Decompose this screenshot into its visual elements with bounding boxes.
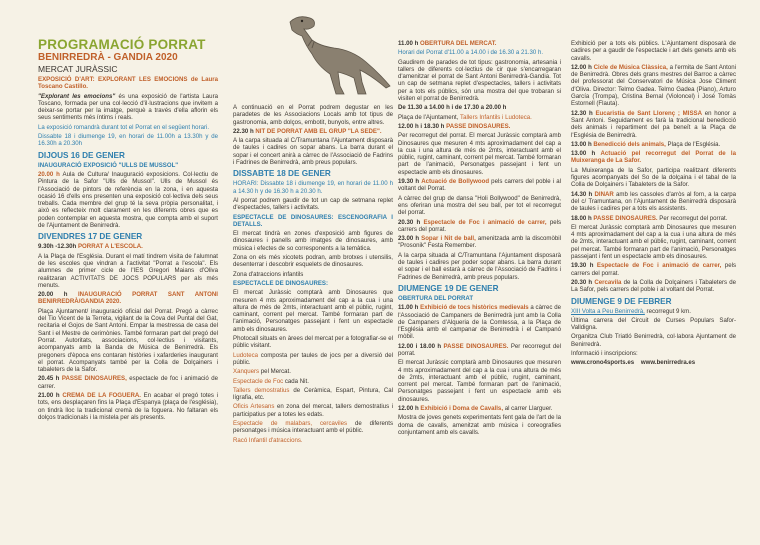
col3-workshops [398, 114, 561, 121]
saturday-subheading-2: ESPECTACLE DE DINOSAURES: [233, 279, 329, 287]
col4-event-3 [571, 141, 736, 148]
col4-title-8: Cercavila [594, 278, 622, 286]
race-circuit: Última carrera del Circuit de Curses Populars Safor-Valldigna. [571, 316, 736, 332]
saturday-item-xanquers [233, 368, 393, 375]
col3-time-4: 20.30 h [398, 218, 421, 226]
col3-desc-8: al carrer Llarguer. [503, 405, 553, 413]
race-organizer: Organitza Club Triatló Benirredrà, col·labora Ajuntament de Benirredrà. [571, 333, 736, 348]
col4-time-4: 13.00 h [571, 150, 596, 158]
col4-event-7 [571, 262, 736, 277]
expo-heading: EXPOSICIÓ D'ART: EXPLORANT LES EMOCIONS de Laura Toscano Castillo. [38, 76, 218, 91]
col3-text-2: Per recorregut del porrat. El mercat Juràssic comptarà amb Dinosaures que mesuren 4 mts aproximadament del cap a la cua i una altura de més de 2mts, interactuant amb el públic, rugint, caminant, corrent pel mercat. També formaran part de l'animació, Personatges passejant i fent un espectacle amb els dinosaures. [398, 132, 561, 176]
saturday-item-oficis [233, 403, 393, 418]
expo-hours: Dissabte 18 i diumenge 19, en horari de 11.00h a 13.30h y de 16.30h a 20.30h [38, 133, 218, 148]
program-theme: MERCAT JURÀSSIC [38, 64, 118, 74]
col4-desc-5: amb les cassoles d'arròs al forn, a la carpa del c/ Tramuntana, on l'Ajuntament de Benirredrà disposarà de taules i cadires per a tots els assistents. [571, 190, 736, 213]
col4-event-1 [571, 64, 736, 108]
col2-time-1: 22.30 h [233, 127, 254, 135]
xanquers-label: Xanquers [233, 368, 260, 376]
friday-event-1 [38, 243, 218, 250]
col4-text-1: Exhibició per a tots els públics. L'Ajuntament disposarà de cadires per a gaudir de l'espectacle i art dels genets amb els cavalls. [571, 40, 736, 62]
col4-desc-3: Plaça de l'Església. [665, 140, 721, 148]
dinosaur-illustration [282, 10, 392, 98]
col3-title-8: Exhibició i Doma de Cavalls, [420, 405, 504, 413]
race-name: XIII Volta a Peu Benirredrà, [571, 307, 645, 315]
friday-time-2: 20.00 h [38, 291, 68, 299]
saturday-item-ludoteca [233, 352, 393, 367]
expo-paragraph [38, 93, 218, 122]
col4-event-6 [571, 215, 736, 222]
col3-desc-5: amenitzada amb la discomòbil "Prosonik" Festa Remember. [398, 235, 561, 250]
col4-desc-8: de la Colla de Dolçainers i Tabaleters de La Safor, pels carrers del poble i al voltant del Porrat. [571, 278, 736, 294]
col3-text-3: A càrrec del grup de dansa "Holi Bollywood" de Benirredrà, ens oferiran una mostra del seu ball, per tot el recorregut del porrat. [398, 194, 561, 217]
col3-text-8: Mostra de joves genets experimentats fent gala de l'art de la doma de cavalls, amenitzat amb música i coreografies conjuntament amb els cavalls. [398, 414, 561, 436]
saturday-text-5: El mercat Juràssic comptarà amb Dinosaures que mesuren 4 mts aproximadament del cap a la cua i una altura de més de 2mts, interactuant amb el públic, rugint, caminant, corrent pel mercat. També formaran part de l'animació, Personatges passejant i fent un espectacle amb els dinosaures. [233, 289, 393, 333]
col3-time-6: 11.00 h [398, 304, 419, 312]
malabars-desc: de diferents personatges i música interactuant amb el públic. [233, 419, 393, 435]
col3-desc-6: a càrrec de l'Associació de Campaners de Benirredrà junt amb la Colla de Campaners d'Alqueria de la Comtessa, a la Plaça de l'Església amb el campanar de Benirredrà i el Campanó mòbil. [398, 304, 561, 341]
saturday-item-foc [233, 378, 393, 385]
sunday-subheading: OBERTURA DEL PORRAT [398, 294, 474, 302]
col3-time-5: 23.00 h [398, 235, 420, 243]
col4-desc-6: Per recorregut del porrat. [657, 214, 728, 222]
col3-event-4 [398, 219, 561, 234]
friday-desc-3: espectacle de foc i animació de carrer. [38, 375, 218, 390]
col2-title-1: NIT DE PORRAT AMB EL GRUP "LA SEDE". [255, 127, 382, 135]
program-subtitle: BENIRREDRÀ - GANDIA 2020 [38, 52, 178, 63]
col3-text-5: A la carpa situada al C/Tramuntana l'Ajuntament disposarà de taules i cadires per poder sopar abans. La barra durant el sopar i el ball estarà a càrrec de l'Associació de Fadrins i Fadrines de Benirredrà, amb preus populars. [398, 251, 561, 281]
col3-title-5: Sopar i Nit de ball, [421, 235, 476, 243]
col4-time-2: 12.30 h [571, 109, 593, 117]
thursday-paragraph [38, 171, 218, 229]
friday-event-2 [38, 291, 218, 306]
day-heading-thursday: DIJOUS 16 DE GENER [38, 150, 125, 160]
col4-desc-2: en honor a Sant Antoni. Seguidament es farà la tradicional benedicció dels animals i repartiment del pa beneït a la Plaça de l'Església de Benirredrà. [571, 109, 736, 139]
col4-time-3: 13.00 h [571, 140, 592, 148]
col3-title-4: Espectacle de Foc i animació de carrer, [423, 218, 547, 226]
col4-desc-7: pels carrers del porrat. [571, 262, 736, 277]
race-links [571, 359, 736, 366]
friday-title-2: INAUGURACIÓ PORRAT SANT ANTONI BENIRREDRÀ/GANDIA 2020. [38, 291, 218, 306]
day-heading-friday: DIVENDRES 17 DE GENER [38, 232, 143, 242]
friday-text-2: Plaça Ajuntament/ inauguració oficial del Porrat. Pregó a càrrec del Tio Vicent de la Terreta, vigilant de la Cova del Puntal del Gat, recitaria el Gojos de Sant Antoni. Empar la mestressa de casa del Sant i el Mestre de cerimònies. També formaran part del pregó del Porrat. Autoritats, associacions, col·lectius i visitants, acompanyats amb la Banda de Música de Benirredrà. Els pregoners d'època ens contaran històries i xafarderies inaugurant el porrat. Acompanyats també per la Colla de Dolçainers i tabaleters de la Safor. [38, 307, 218, 374]
col3-time-8: 12.00 h [398, 405, 419, 413]
column-3 [398, 40, 561, 438]
col4-time-8: 20.30 h [571, 278, 593, 286]
race-title [571, 308, 736, 315]
race-link-benirredra[interactable]: www.benirredra.es [640, 359, 696, 367]
friday-desc-4: En acabar el pregó totes i tots, ens desplaçaren fins la Plaça d'Espanya (plaça de l'església), on tindrà lloc la tradicional cremà de la foguera. No faltaran els dolços tradicionals i la mistela per als presents. [38, 391, 218, 421]
ludoteca-label: Ludoteca [233, 351, 259, 359]
col4-time-5: 14.30 h [571, 190, 593, 198]
col3-time-3: 19.30 h [398, 178, 420, 186]
col3-title-7: PASSE DINOSAURES. [443, 342, 509, 350]
col3-event-1 [398, 40, 561, 47]
tallers-label: Tallers demostratius [233, 386, 290, 394]
foc-desc: cada Nit. [283, 377, 309, 385]
col4-title-1: Cicle de Música Clàssica, [593, 63, 668, 71]
col3-hours: Horari del Porrat d'11.00 a 14.00 i de 16.30 a 21.30 h. [398, 49, 544, 57]
thursday-time: 20.00 h [38, 170, 60, 178]
friday-title-3: PASSE DINOSAURES, [61, 375, 127, 383]
col3-event-7 [398, 343, 561, 358]
col3-event-6 [398, 304, 561, 340]
col3-workshops-title: Tallers Infantils i Ludoteca. [458, 113, 532, 121]
thursday-text: Aula de Cultura/ Inauguració exposicions. Col·lectiu de Pintura de la Safor "Ulls de Mussol". Ulls de Mussol és l'Associació de pintors de referència en la zona, i en aquesta ocasió 16 d'ells ens presenten una exposició col·lectiva dels seus treballs. Cada membre del grup té la seva pròpia personalitat, i això es reflecteix molt clarament en les diferents obres que es poden contemplar en aquesta mostra, que compta amb el suport de l'Ajuntament de Benirredrà. [38, 170, 218, 230]
col2-text-1: A la carpa situada al C/Tramuntana l'Ajuntament disposarà de taules i cadires on sopar abans. La barra durant el sopar i el concert anirà a càrrec de l'Associació de Fadrins i Fadrines de Benirredrà, amb preus populars. [233, 137, 393, 167]
expo-quote: "Explorant les emocions" [38, 92, 116, 100]
col4-title-3: Benedicció dels animals, [593, 140, 666, 148]
col3-time-1: 11.00 h [398, 40, 419, 47]
col3-text-1: Gaudirem de parades de tot tipus: gastronomia, artesania i tallers de diferents col·lectius de cir que s'encarregaran d'amenitzar el porrat de Sant Antoni Benirredrà-Gandia. Tot un cap de setmana replet d'espectacles, tallers i activitats per a tots els públics, són una mostra del que trobaran si visiten el porrat de Benirredrà. [398, 58, 561, 103]
col4-title-2: Eucaristia de Sant Llorenç ; MISSA [595, 109, 702, 117]
saturday-text-6: Photocall situats en àrees del mercat per a fotografiar-se el públic visitant. [233, 335, 393, 350]
thursday-subheading: INAUGURACIÓ EXPOSICIÓ "ULLS DE MUSSOL" [38, 161, 179, 169]
col3-desc-3: pels carrers del poble i al voltant del Porrat. [398, 178, 561, 193]
race-info: Informació i inscripcions: [571, 349, 638, 357]
oficis-label: Oficis Artesans [233, 403, 275, 411]
friday-title-4: CREMA DE LA FOGUERA. [62, 391, 141, 399]
col2-event-1 [233, 128, 393, 135]
col4-event-2 [571, 110, 736, 139]
col3-title-6: Exhibició de tocs històrics medievals [420, 304, 529, 312]
expo-note: La exposició romandrà durant tot el Porrat en el següent horari. [38, 123, 210, 131]
column-2 [233, 104, 393, 446]
col3-event-3 [398, 178, 561, 193]
col4-time-6: 18.00 h [571, 214, 592, 222]
column-1 [38, 38, 218, 423]
friday-title-1: PORRAT A L'ESCOLA. [77, 243, 143, 251]
xanquers-desc: pel Mercat. [259, 368, 291, 376]
col3-desc-4: pels carrers del porrat. [398, 218, 561, 233]
col4-time-7: 19.30 h [571, 262, 594, 270]
col4-event-8 [571, 279, 736, 294]
friday-time-1: 9.30h -12.30h [38, 243, 77, 251]
col3-event-8 [398, 405, 561, 412]
col3-event-5 [398, 235, 561, 250]
col2-intro: A continuació en el Porrat podrem degustar en les paradetes de les Associacions Locals amb tot tipus de gastronomia, amb dolços, embotit, bunyols, entre altres. [233, 104, 393, 126]
col4-event-4 [571, 150, 736, 165]
col3-hours-2: De 11.30 a 14.00 h i de 17.30 a 20.00 h [398, 104, 507, 112]
saturday-text-2: El mercat tindrà en zones d'exposició amb figures de dinosaures i panells amb imatges de dinosaures, amb música i efectes de so corresponents a la temàtica. [233, 230, 393, 252]
col3-title-3: Actuació de Bollywood [421, 178, 490, 186]
col3-time-2: 12.00 h i 18.30 h [398, 122, 445, 130]
col4-desc-1: a l'ermita de Sant Antoni de Benirredrà. Obres dels grans mestres del Barroc a càrrec del professorat del Conservatori de Música Jose Climent d'Oliva. Director: Telmo Gadea. Telmo Gadea (Piano), Arturo García (Trompa), Cristina Bernal (Violoncel) i José Tomàs Estornell (Flauta). [571, 63, 737, 108]
saturday-item-tallers [233, 387, 393, 402]
malabars-label: Espectacle de malabars, cercaviles [233, 419, 348, 427]
column-4 [571, 40, 736, 369]
saturday-text-1: Al porrat podrem gaudir de tot un cap de setmana replet d'espectacles, tallers i activitats. [233, 196, 393, 212]
race-link-crono4sports[interactable]: www.crono4sports.es [571, 359, 635, 367]
friday-text-1: A la Plaça de l'Església. Durant el matí tindrem visita de l'alumnat de les escoles que vindran a l'activitat "Porrat a l'escola". Els alumnes de primer cicle de l'IES Gregori Maians d'Oliva realitzaran ACTIVITATS DE JOCS POPULARS per als més menuts. [38, 252, 218, 289]
col3-time-7: 12.00 i 18.00 h [398, 342, 442, 350]
col4-title-5: DINAR [594, 190, 614, 198]
tallers-desc: de Ceràmica, Espart, Pintura, Cal lígrafia, etc. [233, 386, 394, 402]
col4-text-4: La Muixeranga de la Safor, participa realitzant diferents figures acompanyats del So de la dolçaina i el tabal de la Colla de Dolçainers i Tabaleters de la Safor. [571, 166, 736, 189]
saturday-item-raco: Racó Infantil d'atraccions. [233, 436, 303, 444]
oficis-desc: en zona del mercat, tallers demostratius i participatius per a totes les edats. [233, 403, 393, 418]
race-distance: recorregut 9 km. [644, 307, 691, 315]
friday-event-3 [38, 375, 218, 390]
expo-text: és una exposició de l'artista Laura Toscano, formada per una col·lecció d'il·lustracions que invitem a deixar-se portar per la imatge, perquè a través d'ella aflorin els seus sentiments més íntims i reals. [38, 92, 218, 122]
day-heading-saturday: DISSABTE 18 DE GENER [233, 169, 331, 179]
col4-title-4: Actuació pel recorregut del Porrat de la Muixeranga de La Safor. [571, 150, 736, 165]
col3-event-2 [398, 123, 561, 130]
saturday-text-4: Zona d'atraccions infantils [233, 270, 304, 278]
friday-time-4: 21.00 h [38, 391, 60, 399]
col4-title-7: Espectacle de Foc i animació de carrer, [596, 262, 722, 270]
friday-time-3: 20.45 h [38, 375, 60, 383]
foc-label: Espectacle de Foc [233, 377, 284, 385]
col3-desc-7: Per recorregut del porrat. [398, 342, 561, 357]
friday-event-4 [38, 392, 218, 421]
col3-text-7: El mercat Juràssic comptarà amb Dinosaures que mesuren 4 mts aproximadament del cap a la cua i una altura de més de 2mts, interactuant amb el públic, rugint, caminant, corrent pel mercat. També formaran part de l'animació, Personatges passejant i fent un espectacle amb els dinosaures. [398, 359, 561, 403]
saturday-hours: HORARI: Dissabte 18 i diumenge 19, en horari de 11.00 h a 14.30 h y de 16.30 h a 20.30 h. [233, 180, 393, 195]
day-heading-february: DIUMENGE 9 DE FEBRER [571, 296, 672, 306]
saturday-subheading-1: ESPECTACLE DE DINOSAURES: ESCENOGRAFIA I DETALLS. [233, 213, 393, 228]
col4-event-5 [571, 191, 736, 213]
program-title: PROGRAMACIÓ PORRAT [38, 37, 206, 52]
saturday-text-3: Zona on els més xicotets podran, amb brotxes i utensilis, desenterrar i descobrir esquelets de dinosaures. [233, 254, 393, 269]
ludoteca-desc: composta per taules de jocs per a diversió del públic. [233, 351, 393, 366]
saturday-item-malabars [233, 420, 393, 435]
col4-title-6: PASSE DINOSAURES. [593, 214, 658, 222]
col4-text-6: El mercat Juràssic comptarà amb Dinosaures que mesuren 4 mts aproximadament del cap a la cua i una altura de més de 2mts, interactuant amb el públic, rugint, caminant, corrent pel mercat. També formaran part de l'animació, Personatges passejant i fent un espectacle amb els dinosaures. [571, 223, 736, 261]
col3-workshops-place: Plaça de l'Ajuntament, [398, 113, 459, 121]
col3-title-2: PASSE DINOSAURES. [446, 122, 511, 130]
col3-title-1: OBERTURA DEL MERCAT. [420, 40, 497, 47]
day-heading-sunday: DIUMENGE 19 DE GENER [398, 283, 499, 293]
col4-time-1: 12.00 h [571, 63, 592, 71]
